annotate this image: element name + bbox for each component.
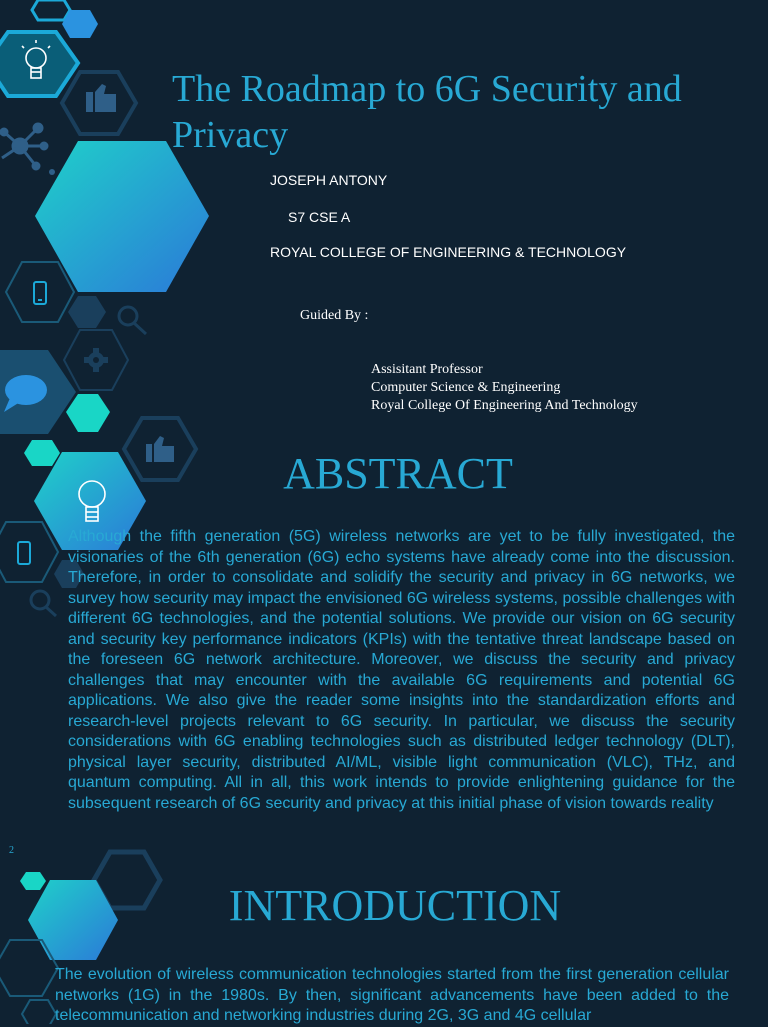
introduction-text: The evolution of wireless communication technologies started from the first generation cellular networks (1G) in the 1980s. By then, significant advancements have been added to the telecommunication and networking industries during 2G, 3G and 4G cellular [55,966,729,1024]
guide-line: Royal College Of Engineering And Technology [371,398,638,413]
thumbs-up-icon [86,84,116,112]
hexagon-shape [32,0,70,20]
guide-line: Assisitant Professor [371,362,483,377]
magnifier-icon [31,591,56,616]
hexagon-shape [22,1000,56,1024]
hexagon-shape [68,296,106,328]
page-number: 2 [9,845,14,856]
introduction-heading: INTRODUCTION [228,881,562,930]
class-name: S7 CSE A [288,209,351,225]
magnifier-icon [119,307,146,334]
abstract-heading: ABSTRACT [283,449,513,498]
guide-line: Computer Science & Engineering [371,380,561,395]
hexagon-shape [66,394,110,432]
college-name: ROYAL COLLEGE OF ENGINEERING & TECHNOLOGY [270,244,627,260]
author-name: JOSEPH ANTONY [270,172,388,188]
network-icon [1,124,47,169]
phone-icon [18,542,30,564]
phone-icon [34,282,46,304]
hexagon-shape [6,262,74,322]
hexagon-shape [0,32,78,96]
guide-details [371,361,638,415]
guided-by-label: Guided By : [300,308,369,323]
presentation-title: The Roadmap to 6G Security and Privacy [172,68,682,156]
abstract-text: Although the fifth generation (5G) wireless networks are yet to be fully investigated, the visionaries of the 6th generation (6G) echo systems have already come into the discussion. Therefore, in order to consolidate and solidify the security and privacy in 6G networks, we survey how security may impact the envisioned 6G wireless systems, possible challenges with different 6G technologies, and the potential solutions. We provide our vision on 6G security and security key performance indicators (KPIs) with the tentative threat landscape based on the foreseen 6G network architecture. Moreover, we discuss the security and privacy challenges that may encounter with the available 6G requirements and potential 6G applications. We also give the reader some insights into the standardization efforts and research-level projects relevant to 6G security. In particular, we discuss the security considerations with 6G enabling technologies such as distributed ledger technology (DLT), physical layer security, distributed AI/ML, visible light communication (VLC), THz, and quantum computing. All in all, this work intends to provide enlightening guidance for the subsequent research of 6G security and privacy at this initial phase of vision towards reality [68,528,735,812]
